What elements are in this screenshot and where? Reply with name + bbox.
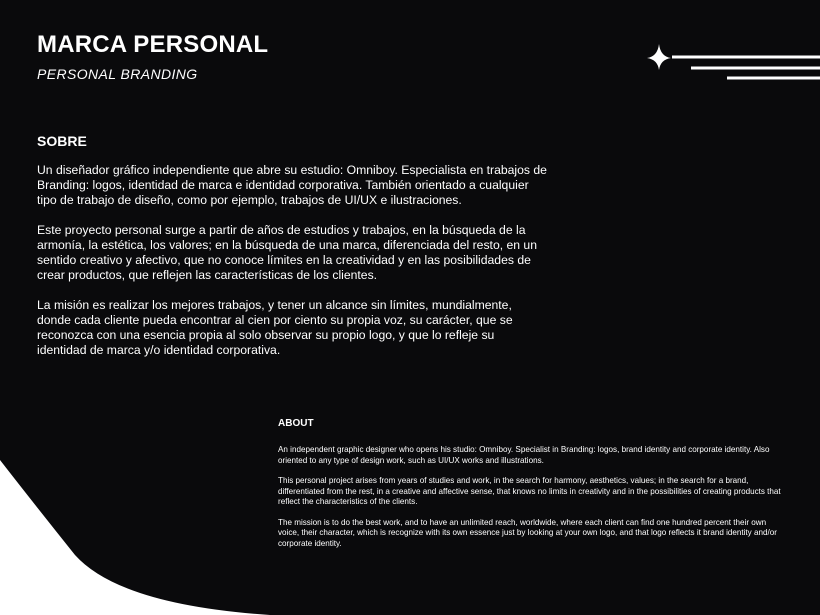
decorative-lines bbox=[640, 40, 820, 85]
page-subtitle: PERSONAL BRANDING bbox=[37, 66, 198, 82]
four-point-star-icon bbox=[647, 44, 671, 70]
section-heading: SOBRE bbox=[37, 133, 87, 149]
paragraph: La misión es realizar los mejores trabajos, y tener un alcance sin límites, mundialmente, donde cada cliente pueda encontrar al cien por ciento su propia voz, su carácter, que se reconozca con una esencia propia al solo observar su propio logo, y que lo refleje su identidad de marca y/o identidad corporativa. bbox=[37, 298, 513, 357]
paragraph: Un diseñador gráfico independiente que abre su estudio: Omniboy. Especialista en trabajos de Branding: logos, identidad de marca e identidad corporativa. También orientado a cualquier tipo de trabajo de diseño, como por ejemplo, trabajos de UI/UX e ilustraciones. bbox=[37, 163, 547, 207]
paragraph: Este proyecto personal surge a partir de años de estudios y trabajos, en la búsqueda de la armonía, la estética, los valores; en la búsqueda de una marca, diferenciada del resto, en un sentido creativo y afectivo, que no conoce límites en la creatividad y en las posibilidades de crear productos, que reflejen las características de los clientes. bbox=[37, 223, 537, 282]
paragraph: This personal project arises from years of studies and work, in the search for harmony, aesthetics, values; in the search for a brand, differentiated from the rest, in a creative and affective sense, that knows no limits in creativity and in the possibilities of creating products that reflect the characteristics of the clients. bbox=[278, 476, 781, 506]
section-heading: ABOUT bbox=[278, 418, 314, 429]
paragraph: The mission is to do the best work, and to have an unlimited reach, worldwide, where each client can find one hundred percent their own voice, their character, which is recognize with its own essence just by looking at your own logo, and that logo reflects it brand identity and/or corporate identity. bbox=[278, 517, 777, 548]
page-title: MARCA PERSONAL bbox=[37, 31, 269, 58]
decorative-corner-shape bbox=[0, 460, 270, 615]
paragraph: An independent graphic designer who opens his studio: Omniboy. Specialist in Branding: logos, brand identity and corporate identity. Also oriented to any type of design work, such as UI/UX works and illustrations. bbox=[278, 445, 770, 465]
about-section-spanish bbox=[37, 133, 547, 373]
about-section-english bbox=[278, 418, 788, 559]
